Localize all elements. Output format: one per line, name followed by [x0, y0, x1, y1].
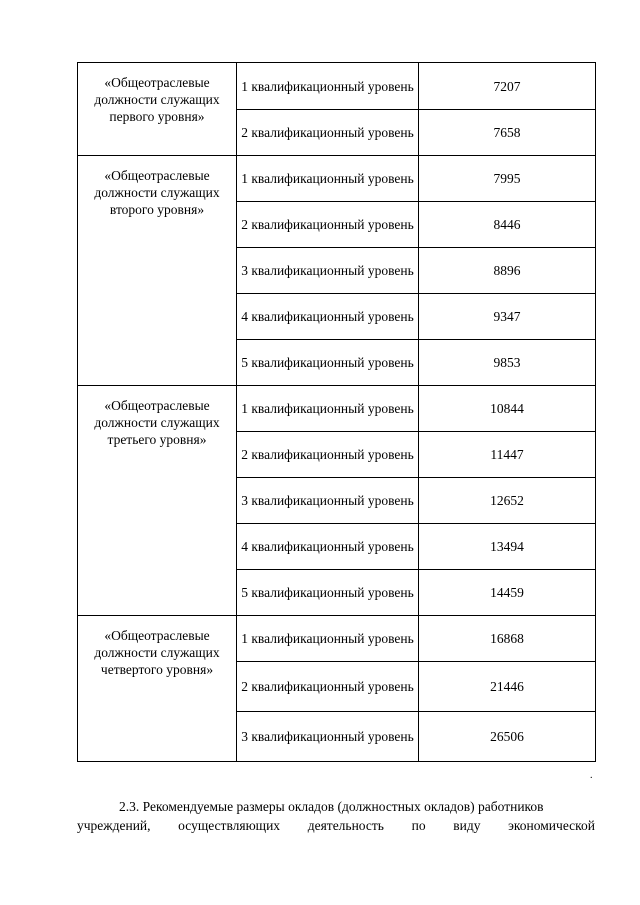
qualification-level: 5 квалификационный уровень: [241, 585, 414, 600]
qualification-level-cell: [237, 616, 419, 662]
salary-value: 16868: [490, 631, 524, 646]
table-row: [78, 156, 596, 202]
salary-value-cell: [419, 110, 596, 156]
group-name: «Общеотраслевые должности служащих первого уровня»: [94, 75, 220, 124]
salary-value-cell: [419, 63, 596, 110]
qualification-level: 3 квалификационный уровень: [241, 263, 414, 278]
qualification-level-cell: [237, 524, 419, 570]
salary-value-cell: [419, 616, 596, 662]
group-name: «Общеотраслевые должности служащих третьего уровня»: [94, 398, 220, 447]
qualification-level-cell: [237, 386, 419, 432]
paragraph-line-1: 2.3. Рекомендуемые размеры окладов (должностных окладов) работников: [119, 799, 544, 814]
qualification-level: 3 квалификационный уровень: [241, 729, 414, 744]
group-name-cell: [78, 616, 237, 762]
qualification-level-cell: [237, 294, 419, 340]
salary-value-cell: [419, 340, 596, 386]
salary-value: 12652: [490, 493, 524, 508]
footer-mark: .: [590, 770, 593, 781]
qualification-level: 3 квалификационный уровень: [241, 493, 414, 508]
qualification-level: 4 квалификационный уровень: [241, 539, 414, 554]
qualification-level-cell: [237, 340, 419, 386]
salary-value: 11447: [490, 447, 524, 462]
group-name: «Общеотраслевые должности служащих четвертого уровня»: [94, 628, 220, 677]
qualification-level-cell: [237, 570, 419, 616]
qualification-level: 2 квалификационный уровень: [241, 125, 414, 140]
salary-value: 14459: [490, 585, 524, 600]
qualification-level-cell: [237, 712, 419, 762]
section-paragraph: [77, 797, 595, 835]
qualification-level: 2 квалификационный уровень: [241, 679, 414, 694]
salary-value: 7995: [493, 171, 521, 186]
salary-value: 9853: [493, 355, 521, 370]
qualification-level: 1 квалификационный уровень: [241, 401, 414, 416]
salary-value-cell: [419, 478, 596, 524]
qualification-level: 1 квалификационный уровень: [241, 631, 414, 646]
table-row: [78, 616, 596, 662]
salary-table: [77, 62, 596, 762]
salary-value-cell: [419, 248, 596, 294]
salary-value: 8896: [493, 263, 521, 278]
salary-value-cell: [419, 662, 596, 712]
qualification-level: 2 квалификационный уровень: [241, 447, 414, 462]
qualification-level-cell: [237, 478, 419, 524]
qualification-level: 1 квалификационный уровень: [241, 171, 414, 186]
paragraph-line-2: учреждений, осуществляющих деятельность по виду экономической: [77, 818, 595, 833]
table-row: [78, 386, 596, 432]
salary-value: 9347: [493, 309, 521, 324]
salary-value-cell: [419, 294, 596, 340]
group-name: «Общеотраслевые должности служащих второго уровня»: [94, 168, 220, 217]
salary-value-cell: [419, 386, 596, 432]
qualification-level: 1 квалификационный уровень: [241, 78, 414, 94]
qualification-level: 5 квалификационный уровень: [241, 355, 414, 370]
salary-value: 13494: [490, 539, 524, 554]
salary-value-cell: [419, 570, 596, 616]
qualification-level-cell: [237, 248, 419, 294]
salary-value: 8446: [493, 217, 521, 232]
qualification-level-cell: [237, 156, 419, 202]
qualification-level-cell: [237, 432, 419, 478]
salary-value-cell: [419, 202, 596, 248]
qualification-level-cell: [237, 110, 419, 156]
salary-table-body: [78, 63, 596, 762]
qualification-level-cell: [237, 63, 419, 110]
salary-value: 26506: [490, 729, 524, 744]
salary-value-cell: [419, 432, 596, 478]
group-name-cell: [78, 386, 237, 616]
qualification-level-cell: [237, 662, 419, 712]
table-row: [78, 63, 596, 110]
group-name-cell: [78, 63, 237, 156]
group-name-cell: [78, 156, 237, 386]
salary-value: 21446: [490, 679, 524, 694]
qualification-level-cell: [237, 202, 419, 248]
salary-value-cell: [419, 156, 596, 202]
salary-value: 10844: [490, 401, 524, 416]
salary-value-cell: [419, 524, 596, 570]
salary-value: 7658: [493, 125, 521, 140]
salary-value: 7207: [493, 78, 521, 94]
qualification-level: 2 квалификационный уровень: [241, 217, 414, 232]
salary-value-cell: [419, 712, 596, 762]
qualification-level: 4 квалификационный уровень: [241, 309, 414, 324]
